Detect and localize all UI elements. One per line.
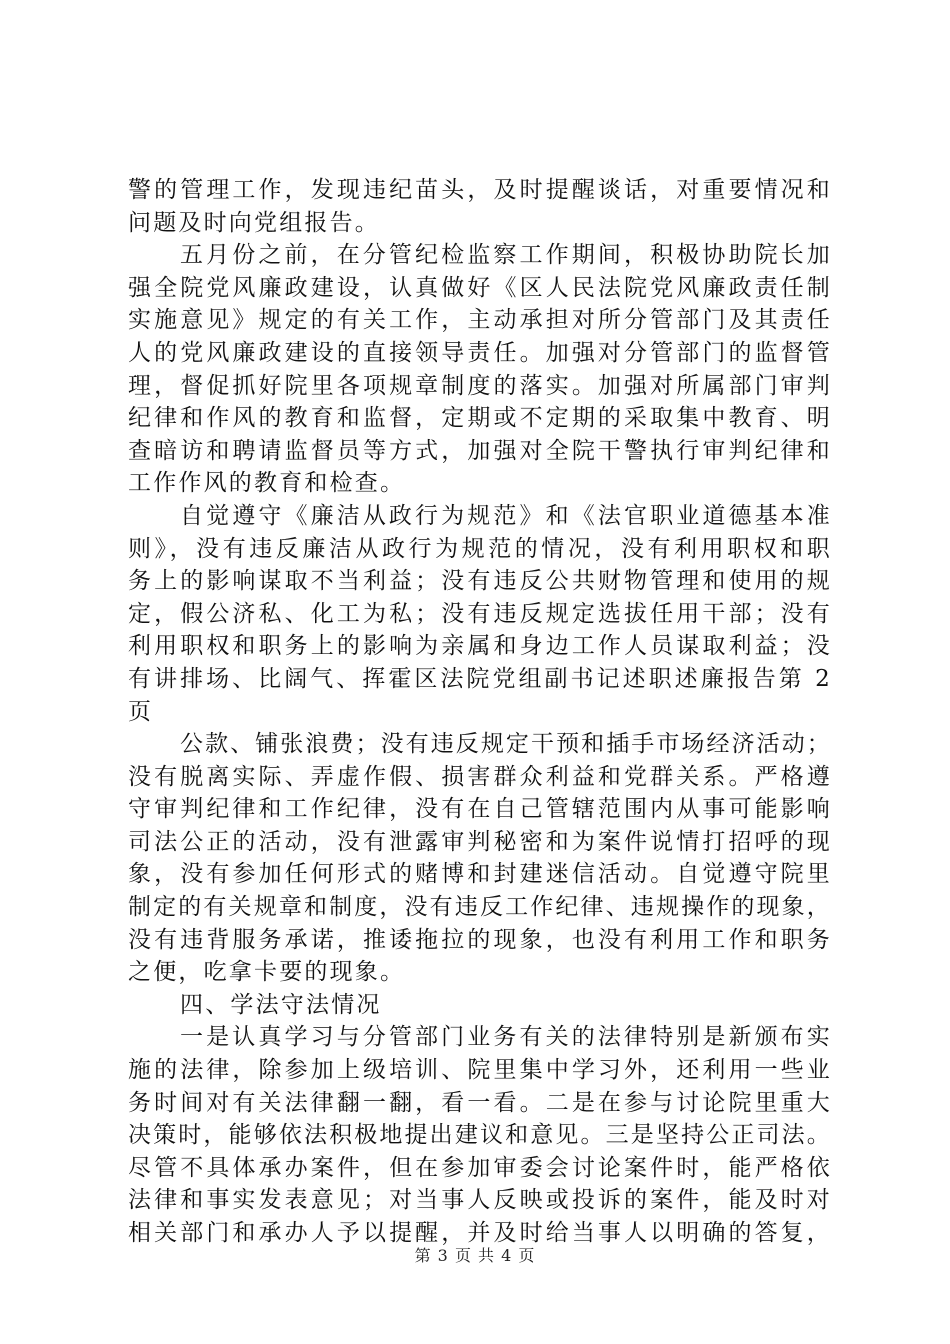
text-line: 象，没有参加任何形式的赌博和封建迷信活动。自觉遵守院里 [128, 861, 830, 888]
text-line: 查暗访和聘请监督员等方式，加强对全院干警执行审判纪律和 [128, 437, 830, 464]
text-line: 强全院党风廉政建设，认真做好《区人民法院党风廉政责任制 [128, 274, 830, 301]
text-line: 法律和事实发表意见；对当事人反映或投诉的案件，能及时对 [128, 1187, 830, 1214]
text-line: 则》，没有违反廉洁从政行为规范的情况，没有利用职权和职 [128, 535, 830, 562]
text-line: 警的管理工作，发现违纪苗头，及时提醒谈话，对重要情况和 [128, 177, 830, 203]
text-line: 守审判纪律和工作纪律，没有在自己管辖范围内从事可能影响 [128, 796, 830, 823]
text-line: 相关部门和承办人予以提醒，并及时给当事人以明确的答复， [128, 1220, 830, 1246]
text-line: 决策时，能够依法积极地提出建议和意见。三是坚持公正司法。 [128, 1122, 830, 1149]
text-line: 理，督促抓好院里各项规章制度的落实。加强对所属部门审判 [128, 372, 830, 399]
text-line: 制定的有关规章和制度，没有违反工作纪律、违规操作的现象， [128, 894, 830, 921]
text-line: 五月份之前，在分管纪检监察工作期间，积极协助院长加 [180, 242, 830, 269]
page-footer: 第 3 页 共 4 页 [414, 1246, 536, 1265]
text-line: 没有脱离实际、弄虚作假、损害群众利益和党群关系。严格遵 [128, 763, 830, 790]
text-line: 一是认真学习与分管部门业务有关的法律特别是新颁布实 [180, 1024, 830, 1051]
text-line: 利用职权和职务上的影响为亲属和身边工作人员谋取利益；没 [128, 633, 830, 660]
text-line: 人的党风廉政建设的直接领导责任。加强对分管部门的监督管 [128, 339, 830, 366]
text-line: 页 [128, 698, 154, 725]
text-line: 自觉遵守《廉洁从政行为规范》和《法官职业道德基本准 [180, 502, 830, 529]
text-line: 尽管不具体承办案件，但在参加审委会讨论案件时，能严格依 [128, 1154, 830, 1181]
text-line: 务时间对有关法律翻一翻，看一看。二是在参与讨论院里重大 [128, 1089, 830, 1116]
text-line: 纪律和作风的教育和监督，定期或不定期的采取集中教育、明 [128, 405, 830, 432]
text-line: 四、学法守法情况 [180, 991, 382, 1018]
text-line: 施的法律，除参加上级培训、院里集中学习外，还利用一些业 [128, 1057, 830, 1084]
text-line: 有讲排场、比阔气、挥霍区法院党组副书记述职述廉报告第 2 [128, 665, 830, 692]
text-line: 没有违背服务承诺，推诿拖拉的现象，也没有利用工作和职务 [128, 926, 830, 953]
text-line: 实施意见》规定的有关工作，主动承担对所分管部门及其责任 [128, 307, 830, 334]
text-line: 公款、铺张浪费；没有违反规定干预和插手市场经济活动； [180, 731, 830, 758]
text-line: 务上的影响谋取不当利益；没有违反公共财物管理和使用的规 [128, 568, 830, 595]
text-line: 司法公正的活动，没有泄露审判秘密和为案件说情打招呼的现 [128, 828, 830, 855]
text-line: 问题及时向党组报告。 [128, 209, 380, 236]
text-line: 之便，吃拿卡要的现象。 [128, 959, 406, 986]
text-line: 工作作风的教育和检查。 [128, 470, 406, 497]
document-body [128, 174, 830, 1250]
text-line: 定，假公济私、化工为私；没有违反规定选拔任用干部；没有 [128, 600, 830, 627]
